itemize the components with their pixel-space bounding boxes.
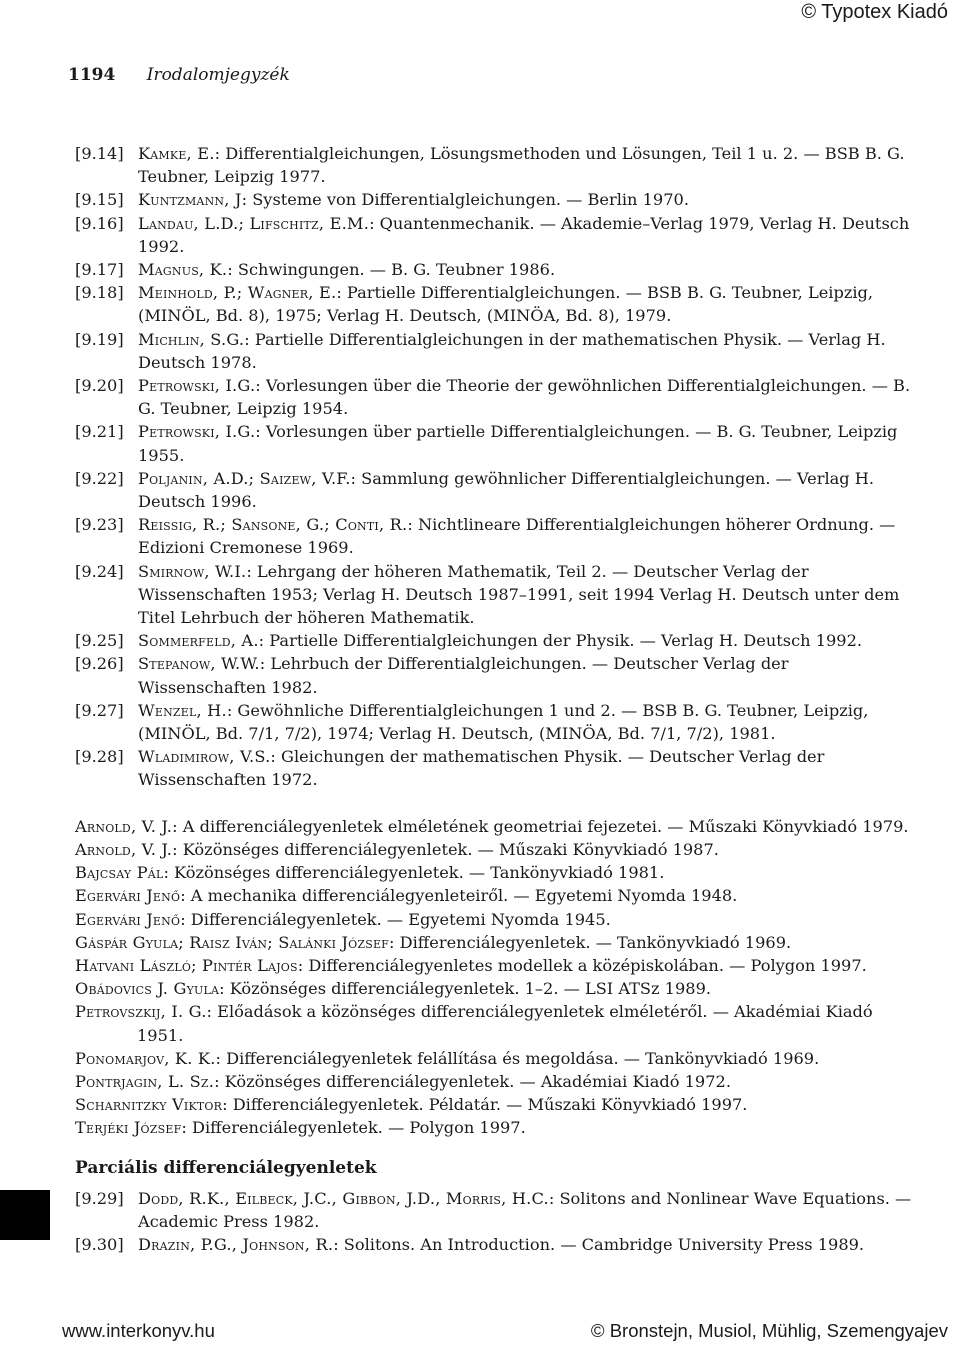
reference-text <box>138 374 915 420</box>
reference-text <box>138 745 915 791</box>
reference-details: : Közönséges differenciálegyenletek. 1–2. — LSI ATSz 1989. <box>219 979 712 999</box>
reference-authors: Bajcsay Pál <box>75 863 164 883</box>
reference-text <box>138 513 915 559</box>
reference-key: [9.26] <box>75 654 124 674</box>
hungarian-reference-list <box>75 815 915 1140</box>
reference-authors: Egervári Jenő <box>75 886 181 906</box>
reference-text <box>138 420 915 466</box>
reference-key: [9.23] <box>75 515 124 535</box>
reference-entry <box>75 212 915 258</box>
reference-entry <box>75 1047 915 1070</box>
reference-key: [9.27] <box>75 700 124 720</box>
running-title: Irodalomjegyzék <box>146 65 290 85</box>
reference-text <box>138 699 915 745</box>
reference-authors: Kuntzmann, J <box>138 190 242 210</box>
reference-text <box>138 560 915 630</box>
reference-entry <box>75 931 915 954</box>
section-heading: Parciális differenciálegyenletek <box>75 1157 377 1178</box>
reference-authors: Wenzel, H. <box>138 700 227 720</box>
reference-key: [9.22] <box>75 468 124 488</box>
reference-key: [9.17] <box>75 260 124 280</box>
reference-details: : Vorlesungen über partielle Differentialgleichungen. — B. G. Teubner, Leipzig 1955. <box>138 422 898 465</box>
reference-authors: Landau, L.D.; Lifschitz, E.M. <box>138 213 370 233</box>
reference-entry <box>75 1000 915 1046</box>
reference-authors: Stepanow, W.W. <box>138 654 260 674</box>
reference-text <box>138 1187 915 1233</box>
reference-entry <box>75 560 915 630</box>
reference-authors: Obádovics J. Gyula <box>75 979 220 999</box>
reference-entry <box>75 1116 915 1139</box>
reference-details: : Differenciálegyenletek. — Tankönyvkiadó 1969. <box>389 932 792 952</box>
reference-entry <box>75 374 915 420</box>
reference-text <box>138 1233 915 1256</box>
reference-authors: Dodd, R.K., Eilbeck, J.C., Gibbon, J.D., Morris, H.C. <box>138 1188 549 1208</box>
reference-details: : Gleichungen der mathematischen Physik. — Deutscher Verlag der Wissenschaften 1972. <box>138 747 825 790</box>
reference-text <box>138 258 915 281</box>
reference-entry <box>75 861 915 884</box>
copyright-notice: © Typotex Kiadó <box>801 1 948 23</box>
reference-details: : Lehrgang der höheren Mathematik, Teil 2. — Deutscher Verlag der Wissenschaften 1953; Verlag H. Deutsch 1987–1991, seit 1994 Verlag H. Deutsch unter dem Titel Lehrbuch der höheren Mathematik. <box>138 561 900 628</box>
reference-entry <box>75 281 915 327</box>
reference-authors: Egervári Jenő <box>75 909 181 929</box>
reference-authors: Poljanin, A.D.; Saizew, V.F. <box>138 468 351 488</box>
reference-authors: Magnus, K. <box>138 260 228 280</box>
reference-details: : Vorlesungen über die Theorie der gewöhnlichen Differentialgleichungen. — B. G. Teubner, Leipzig 1954. <box>138 376 911 419</box>
reference-text <box>138 467 915 513</box>
page-number: 1194 <box>68 65 116 85</box>
reference-authors: Scharnitzky Viktor <box>75 1095 223 1115</box>
reference-authors: Michlin, S.G. <box>138 329 245 349</box>
reference-authors: Arnold, V. J. <box>75 816 173 836</box>
reference-text <box>138 142 915 188</box>
thumb-index-marker <box>0 1190 50 1240</box>
reference-details: : Lehrbuch der Differentialgleichungen. — Deutscher Verlag der Wissenschaften 1982. <box>138 654 789 697</box>
reference-key: [9.24] <box>75 561 124 581</box>
reference-entry <box>75 838 915 861</box>
reference-entry <box>75 328 915 374</box>
reference-text <box>138 652 915 698</box>
reference-key: [9.18] <box>75 283 124 303</box>
reference-text <box>138 212 915 258</box>
reference-authors: Petrowski, I.G. <box>138 376 256 396</box>
reference-details: : Schwingungen. — B. G. Teubner 1986. <box>227 260 556 280</box>
reference-authors: Kamke, E. <box>138 144 215 163</box>
reference-entry <box>75 977 915 1000</box>
reference-entry <box>75 908 915 931</box>
reference-details: : Nichtlineare Differentialgleichungen höherer Ordnung. — Edizioni Cremonese 1969. <box>138 515 896 558</box>
reference-entry <box>75 1070 915 1093</box>
reference-entry <box>75 188 915 211</box>
reference-entry <box>75 884 915 907</box>
reference-details: : Differenciálegyenletek. — Polygon 1997. <box>181 1118 526 1138</box>
reference-entry <box>75 954 915 977</box>
reference-details: : Solitons and Nonlinear Wave Equations. — Academic Press 1982. <box>138 1188 912 1231</box>
reference-key: [9.21] <box>75 422 124 442</box>
reference-authors: Hatvani László; Pintér Lajos <box>75 955 298 975</box>
reference-authors: Meinhold, P.; Wagner, E. <box>138 283 337 303</box>
reference-text <box>138 281 915 327</box>
reference-authors: Petrovszkij, I. G. <box>75 1002 207 1022</box>
reference-key: [9.15] <box>75 190 124 210</box>
reference-entry <box>75 745 915 791</box>
reference-details: : Sammlung gewöhnlicher Differentialgleichungen. — Verlag H. Deutsch 1996. <box>138 468 875 512</box>
reference-key: [9.29] <box>75 1188 124 1208</box>
reference-authors: Wladimirow, V.S. <box>138 747 271 767</box>
reference-key: [9.20] <box>75 376 124 396</box>
reference-text <box>138 188 915 211</box>
reference-entry <box>75 815 915 838</box>
reference-details: : Közönséges differenciálegyenletek. — Tankönyvkiadó 1981. <box>163 863 665 883</box>
reference-entry <box>75 652 915 698</box>
reference-details: : Systeme von Differentialgleichungen. — Berlin 1970. <box>241 190 689 210</box>
reference-key: [9.30] <box>75 1235 124 1255</box>
reference-authors: Gáspár Gyula; Raisz Iván; Salánki József <box>75 932 390 952</box>
reference-details: : Differenciálegyenletes modellek a középiskolában. — Polygon 1997. <box>297 955 867 975</box>
reference-details: : A mechanika differenciálegyenleteiről. — Egyetemi Nyomda 1948. <box>180 886 738 906</box>
reference-authors: Pontrjagin, L. Sz. <box>75 1071 215 1091</box>
reference-key: [9.25] <box>75 631 124 651</box>
reference-entry <box>75 513 915 559</box>
footer-copyright: © Bronstejn, Musiol, Mühlig, Szemengyajev <box>590 1320 948 1341</box>
reference-entry <box>75 1187 915 1233</box>
reference-entry <box>75 1233 915 1256</box>
reference-text <box>138 328 915 374</box>
reference-authors: Sommerfeld, A. <box>138 631 259 651</box>
reference-list <box>75 142 915 1256</box>
footer-website: www.interkonyv.hu <box>62 1320 215 1341</box>
reference-details: : Partielle Differentialgleichungen der Physik. — Verlag H. Deutsch 1992. <box>258 631 863 651</box>
reference-entry <box>75 699 915 745</box>
reference-details: : Quantenmechanik. — Akademie–Verlag 1979, Verlag H. Deutsch 1992. <box>138 213 910 256</box>
reference-entry <box>75 467 915 513</box>
reference-details: : Gewöhnliche Differentialgleichungen 1 und 2. — BSB B. G. Teubner, Leipzig, (MINÖL, Bd. 7/1, 7/2), 1974; Verlag H. Deutsch, (MINÖA, Bd. 7/1, 7/2), 1981. <box>138 700 869 744</box>
reference-details: : Partielle Differentialgleichungen. — BSB B. G. Teubner, Leipzig, (MINÖL, Bd. 8), 1975; Verlag H. Deutsch, (MINÖA, Bd. 8), 1979. <box>138 283 874 326</box>
reference-authors: Petrowski, I.G. <box>138 422 256 442</box>
reference-text <box>138 629 915 652</box>
reference-entry <box>75 1093 915 1116</box>
reference-key: [9.16] <box>75 213 124 233</box>
reference-authors: Ponomarjov, K. K. <box>75 1048 216 1068</box>
reference-details: : Közönséges differenciálegyenletek. — Műszaki Könyvkiadó 1987. <box>172 839 719 859</box>
reference-entry <box>75 258 915 281</box>
reference-authors: Reissig, R.; Sansone, G.; Conti, R. <box>138 515 408 535</box>
reference-entry <box>75 629 915 652</box>
reference-authors: Terjéki József <box>75 1118 182 1138</box>
reference-details: : A differenciálegyenletek elméletének geometriai fejezetei. — Műszaki Könyvkiadó 1979. <box>172 816 909 836</box>
reference-details: : Partielle Differentialgleichungen in der mathematischen Physik. — Verlag H. Deutsch 1978. <box>138 329 886 372</box>
reference-entry <box>75 142 915 188</box>
reference-details: : Solitons. An Introduction. — Cambridge University Press 1989. <box>333 1235 865 1255</box>
page-header <box>68 64 290 86</box>
reference-details: : Differenciálegyenletek. Példatár. — Műszaki Könyvkiadó 1997. <box>222 1095 748 1115</box>
reference-key: [9.14] <box>75 144 124 163</box>
reference-details: : Differenciálegyenletek. — Egyetemi Nyomda 1945. <box>180 909 611 929</box>
reference-entry <box>75 420 915 466</box>
reference-authors: Arnold, V. J. <box>75 839 173 859</box>
reference-details: : Előadások a közönséges differenciálegyenletek elméletéről. — Akadémiai Kiadó 1951. <box>137 1002 873 1045</box>
reference-details: : Közönséges differenciálegyenletek. — Akadémiai Kiadó 1972. <box>214 1071 731 1091</box>
reference-key: [9.28] <box>75 747 124 767</box>
reference-authors: Smirnow, W.I. <box>138 561 247 581</box>
reference-details: : Differentialgleichungen, Lösungsmethoden und Lösungen, Teil 1 u. 2. — BSB B. G. Teubner, Leipzig 1977. <box>138 144 905 187</box>
reference-key: [9.19] <box>75 329 124 349</box>
numbered-reference-list <box>75 142 915 792</box>
reference-details: : Differenciálegyenletek felállítása és megoldása. — Tankönyvkiadó 1969. <box>215 1048 820 1068</box>
section-reference-list <box>75 1187 915 1257</box>
reference-authors: Drazin, P.G., Johnson, R. <box>138 1235 334 1255</box>
